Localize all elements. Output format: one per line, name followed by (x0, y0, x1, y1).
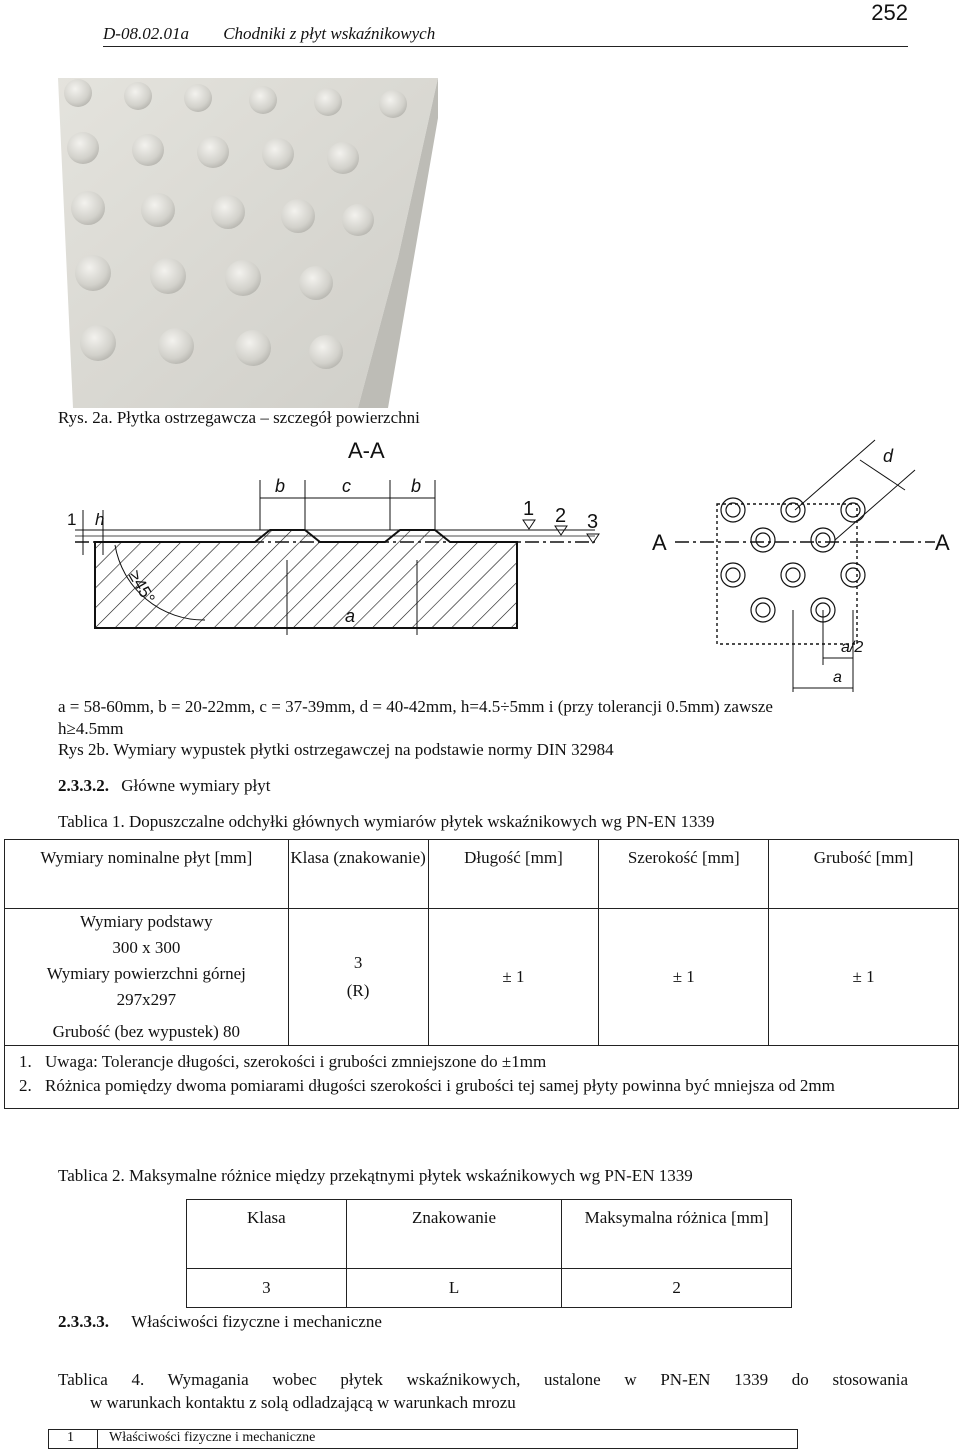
label-A-right: A (935, 530, 950, 555)
table1-header-cell: Grubość [mm] (769, 840, 959, 909)
table4-caption-line2: w warunkach kontaktu z solą odladzającą w warunkach mrozu (90, 1393, 516, 1412)
szerokosc-cell: ± 1 (599, 909, 769, 1046)
table2-cell: 3 (187, 1269, 347, 1308)
table2-header-cell: Klasa (187, 1200, 347, 1269)
doc-code: D-08.02.01a (103, 24, 189, 43)
section-2333-heading (58, 1312, 382, 1332)
dimensions-line-2: h≥4.5mm (58, 719, 124, 738)
nominal-dimensions-cell (5, 909, 289, 1046)
table1 (4, 839, 959, 1109)
table4-first-row (48, 1429, 798, 1449)
cell-line: Wymiary podstawy (80, 912, 213, 931)
cell-line: 300 x 300 (112, 938, 181, 957)
cell-line: Grubość (bez wypustek) 80 (52, 1022, 241, 1041)
dlugosc-cell: ± 1 (428, 909, 599, 1046)
section-label: A-A (348, 438, 385, 463)
figure-2a-caption: Rys. 2a. Płytka ostrzegawcza – szczegół powierzchni (58, 408, 420, 427)
table2-header-cell: Maksymalna różnica [mm] (562, 1200, 792, 1269)
dim-label-a-plan: a (833, 669, 842, 686)
klasa-mark: (R) (346, 981, 370, 1000)
table2-caption: Tablica 2. Maksymalne różnice między przekątnymi płytek wskaźnikowych wg PN-EN 1339 (58, 1166, 693, 1185)
table1-caption: Tablica 1. Dopuszczalne odchyłki głównych wymiarów płytek wskaźnikowych wg PN-EN 1339 (58, 812, 715, 831)
section-2332-heading (58, 776, 270, 796)
document-header (103, 24, 435, 44)
column-divider (97, 1430, 98, 1448)
figure-2b-caption: Rys 2b. Wymiary wypustek płytki ostrzegawczej na podstawie normy DIN 32984 (58, 740, 614, 759)
table1-header-cell: Szerokość [mm] (599, 840, 769, 909)
table2-cell: 2 (562, 1269, 792, 1308)
klasa-value: 3 (353, 953, 363, 972)
tactile-tile-photo (58, 78, 438, 408)
table2-header-cell: Znakowanie (346, 1200, 562, 1269)
note-item (19, 1076, 948, 1096)
table1-header-cell: Klasa (znakowanie) (288, 840, 428, 909)
section-title: Właściwości fizyczne i mechaniczne (131, 1312, 382, 1331)
dim-label-b1: b (275, 476, 286, 496)
header-rule (103, 46, 908, 47)
cell-line: Wymiary powierzchni górnej (46, 964, 246, 983)
section-title: Główne wymiary płyt (121, 776, 271, 795)
dim-label-h: h (95, 510, 105, 529)
table1-header-cell: Długość [mm] (428, 840, 599, 909)
table1-header-row (5, 840, 959, 909)
grubosc-cell: ± 1 (769, 909, 959, 1046)
doc-title: Chodniki z płyt wskaźnikowych (223, 24, 436, 43)
table2-cell: L (346, 1269, 562, 1308)
mark-2: 2 (555, 505, 567, 527)
row-number: 1 (67, 1430, 74, 1445)
note-text: Różnica pomiędzy dwoma pomiarami długości szerokości i grubości tej samej płyty powinna być mniejsza od 2mm (45, 1076, 835, 1095)
dim-label-b2: b (411, 476, 422, 496)
dimensions-line-1: a = 58-60mm, b = 20-22mm, c = 37-39mm, d = 40-42mm, h=4.5÷5mm i (przy tolerancji 0.5mm) zawsze (58, 697, 773, 716)
table1-body-row (5, 909, 959, 1046)
table4-caption-line1: Tablica 4. Wymagania wobec płytek wskaźnikowych, ustalone w PN-EN 1339 do stosowania (58, 1370, 908, 1389)
section-number: 2.3.3.2. (58, 776, 109, 795)
note-item (19, 1052, 948, 1072)
section-number: 2.3.3.3. (58, 1312, 109, 1331)
note-number: 1. (19, 1052, 32, 1071)
label-A-left: A (652, 530, 667, 555)
page-number: 252 (871, 0, 908, 25)
dim-label-d: d (883, 446, 894, 466)
klasa-cell (288, 909, 428, 1046)
table2-row (187, 1269, 792, 1308)
table1-header-cell: Wymiary nominalne płyt [mm] (5, 840, 289, 909)
note-number: 2. (19, 1076, 32, 1095)
note-text: Uwaga: Tolerancje długości, szerokości i grubości zmniejszone do ±1mm (45, 1052, 547, 1071)
cell-line: 297x297 (116, 990, 177, 1009)
table1-notes-row (5, 1046, 959, 1109)
mark-3: 3 (587, 511, 599, 533)
row-text: Właściwości fizyczne i mechaniczne (109, 1430, 316, 1445)
table2-header-row (187, 1200, 792, 1269)
dim-label-a-half: a/2 (841, 639, 864, 656)
dim-label-c: c (342, 476, 351, 496)
dimension-drawing (55, 430, 960, 695)
dim-label-a: a (345, 606, 356, 626)
angle-label: ≥45° (124, 567, 159, 607)
table2 (186, 1199, 792, 1308)
notes-cell (5, 1046, 959, 1109)
dim-label-one: 1 (67, 510, 77, 529)
mark-1: 1 (523, 498, 535, 520)
